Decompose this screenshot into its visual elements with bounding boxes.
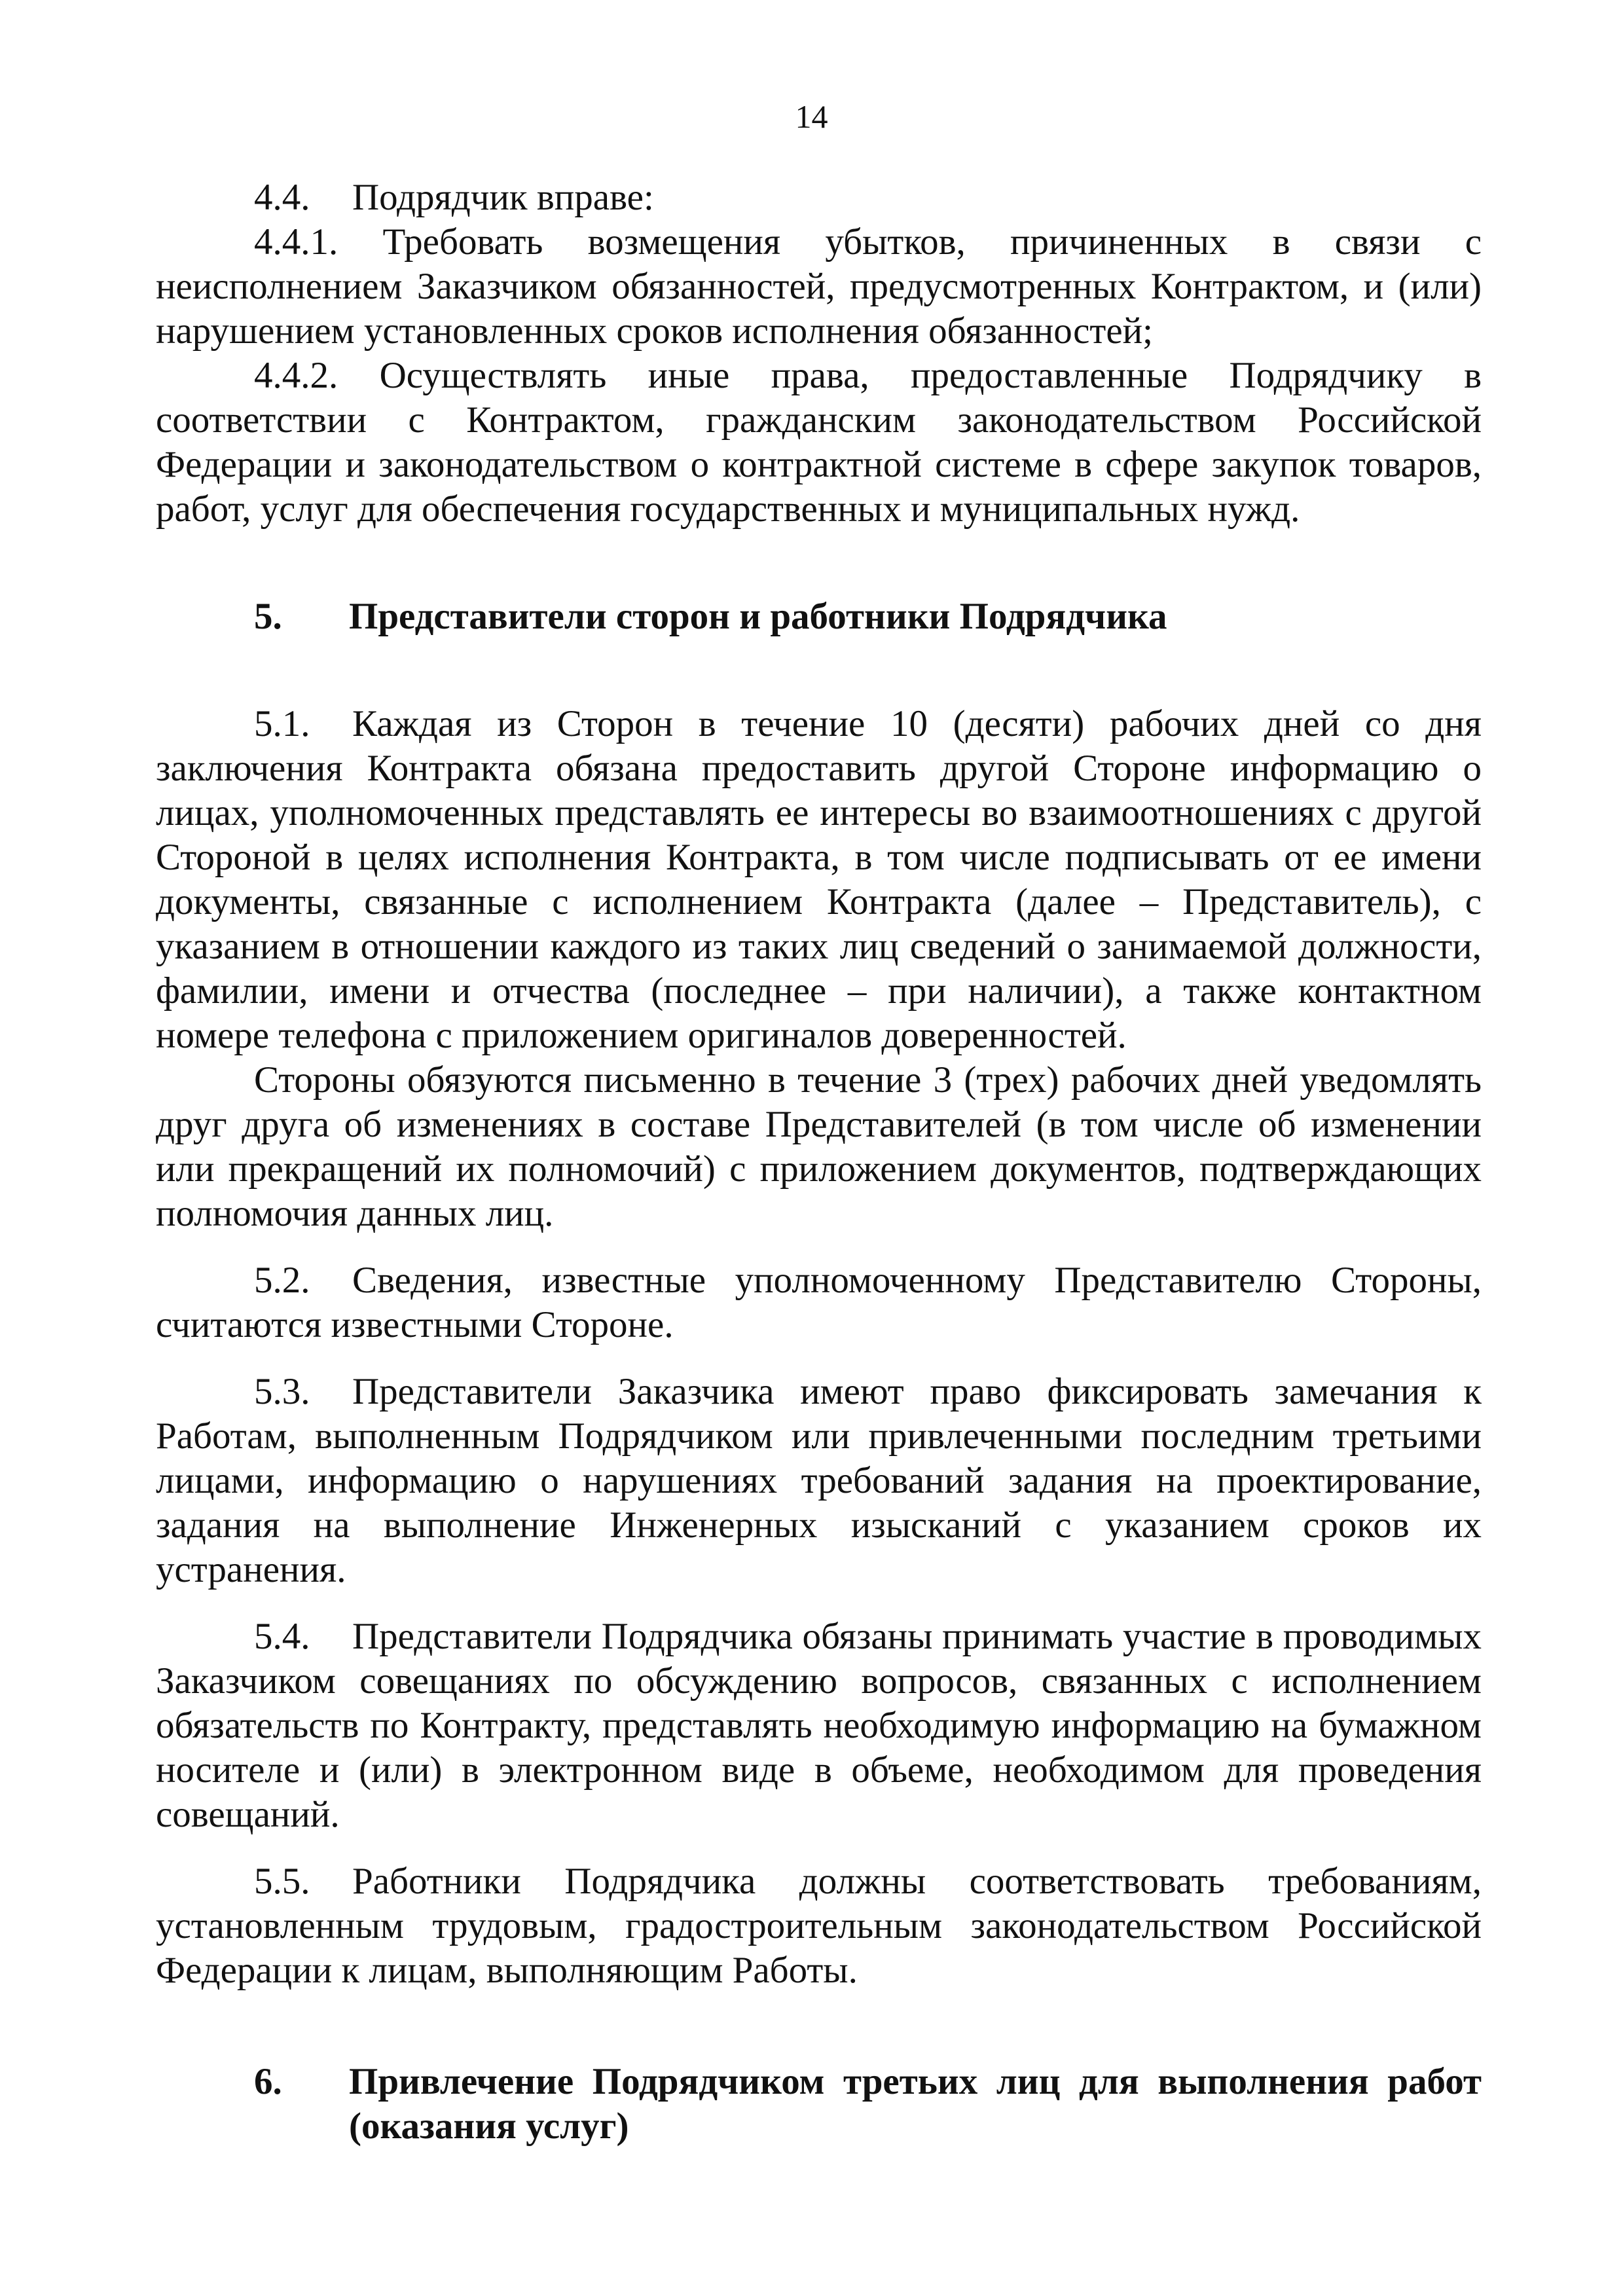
clause-4-4 xyxy=(156,175,1482,220)
clause-5-1-paragraph-2 xyxy=(156,1058,1482,1236)
clause-number: 4.4. xyxy=(254,177,310,218)
clause-5-2 xyxy=(156,1258,1482,1347)
clause-4-4-1 xyxy=(156,220,1482,354)
section-heading-6 xyxy=(156,2060,1482,2149)
clause-4-4-2 xyxy=(156,354,1482,532)
clause-number: 5.4. xyxy=(254,1616,310,1657)
clause-text: Требовать возмещения убытков, причиненных в связи с неисполнением Заказчиком обязанностей, предусмотренных Контрактом, и (или) нарушением установленных сроков исполнения обязанностей; xyxy=(156,221,1482,352)
clause-5-4 xyxy=(156,1614,1482,1837)
section-title: Привлечение Подрядчиком третьих лиц для выполнения работ (оказания услуг) xyxy=(349,2061,1482,2147)
clause-text: Осуществлять иные права, предоставленные Подрядчику в соответствии с Контрактом, гражданским законодательством Российской Федерации и законодательством о контрактной системе в сфере закупок товаров, работ, услуг для обеспечения государственных и муниципальных нужд. xyxy=(156,355,1482,530)
clause-number: 5.1. xyxy=(254,703,310,744)
clause-text: Представители Подрядчика обязаны принимать участие в проводимых Заказчиком совещаниях по обсуждению вопросов, связанных с исполнением обязательств по Контракту, представлять необходимую информацию на бумажном носителе и (или) в электронном виде в объеме, необходимом для проведения совещаний. xyxy=(156,1616,1482,1835)
section-number: 6. xyxy=(254,2061,282,2102)
section-number: 5. xyxy=(254,596,282,637)
section-title: Представители сторон и работники Подрядчика xyxy=(349,596,1167,637)
clause-number: 4.4.2. xyxy=(254,355,338,396)
page-number: 14 xyxy=(795,98,828,135)
clause-text: Сведения, известные уполномоченному Представителю Стороны, считаются известными Стороне. xyxy=(156,1260,1482,1345)
clause-number: 4.4.1. xyxy=(254,221,338,263)
document-body xyxy=(156,175,1482,2149)
clause-text: Представители Заказчика имеют право фиксировать замечания к Работам, выполненным Подрядчиком или привлеченными последним третьими лицами, информацию о нарушениях требований задания на проектирование, задания на выполнение Инженерных изысканий с указанием сроков их устранения. xyxy=(156,1371,1482,1590)
clause-text: Стороны обязуются письменно в течение 3 (трех) рабочих дней уведомлять друг друга об изменениях в составе Представителей (в том числе об изменении или прекращений их полномочий) с приложением документов, подтверждающих полномочия данных лиц. xyxy=(156,1059,1482,1234)
clause-number: 5.3. xyxy=(254,1371,310,1412)
clause-number: 5.5. xyxy=(254,1861,310,1902)
section-heading-5 xyxy=(156,594,1482,639)
clause-text: Каждая из Сторон в течение 10 (десяти) рабочих дней со дня заключения Контракта обязана предоставить другой Стороне информацию о лицах, уполномоченных представлять ее интересы во взаимоотношениях с другой Стороной в целях исполнения Контракта, в том числе подписывать от ее имени документы, связанные с исполнением Контракта (далее – Представитель), с указанием в отношении каждого из таких лиц сведений о занимаемой должности, фамилии, имени и отчества (последнее – при наличии), а также контактном номере телефона с приложением оригиналов доверенностей. xyxy=(156,703,1482,1056)
clause-text: Подрядчик вправе: xyxy=(352,177,654,218)
clause-text: Работники Подрядчика должны соответствовать требованиям, установленным трудовым, градостроительным законодательством Российской Федерации к лицам, выполняющим Работы. xyxy=(156,1861,1482,1991)
clause-5-5 xyxy=(156,1859,1482,1993)
clause-5-3 xyxy=(156,1370,1482,1592)
clause-number: 5.2. xyxy=(254,1260,310,1301)
clause-5-1 xyxy=(156,702,1482,1058)
